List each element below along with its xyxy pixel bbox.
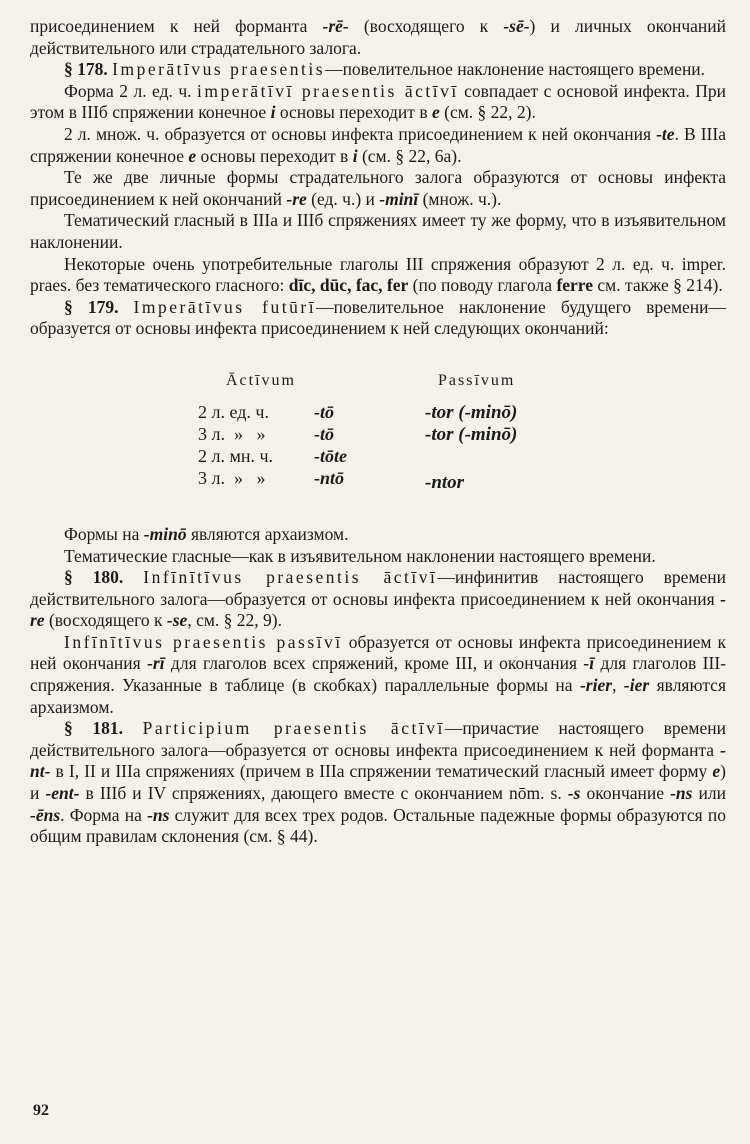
suffix: -nt- xyxy=(30,739,726,782)
endings-table xyxy=(30,362,726,500)
latin-term: Infīnītīvus praesentis passīvī xyxy=(64,631,343,652)
suffix: -ent- xyxy=(45,783,80,804)
active-ending: -tō xyxy=(314,423,334,444)
paragraph xyxy=(30,16,726,59)
text: являются архаизмом. xyxy=(30,675,726,717)
table-row xyxy=(198,468,344,490)
section-180 xyxy=(30,567,726,632)
active-ending: -tō xyxy=(314,401,334,422)
person-label: 2 л. мн. ч. xyxy=(198,445,274,466)
page-number: 92 xyxy=(33,1102,49,1119)
passive-ending: -ntor xyxy=(425,471,465,493)
letter: e xyxy=(188,145,197,166)
page-body xyxy=(30,16,726,848)
person-label: 3 л. » » xyxy=(198,467,266,488)
text: (по поводу глагола xyxy=(408,275,557,296)
section-179 xyxy=(30,297,726,340)
section-number: § 180. xyxy=(64,567,124,588)
header-passive: Passīvum xyxy=(438,371,516,389)
text: —причастие настоящего времени действительного залога—образуется от основы инфекта присоединением к ней форманта xyxy=(30,718,726,760)
paragraph xyxy=(30,254,726,297)
text: Некоторые очень употребительные глаголы III спряжения образуют 2 л. ед. ч. imper. praes. без тематического гласного: xyxy=(30,253,726,296)
text: Тематические гласные—как в изъявительном наклонении настоящего времени. xyxy=(64,545,656,566)
text: образуется от основы инфекта присоединением к ней окончания xyxy=(30,631,726,674)
table-row xyxy=(198,446,347,468)
text: присоединением к ней форманта xyxy=(30,16,323,36)
paragraph xyxy=(30,546,726,568)
text: —повелительное наклонение настоящего времени. xyxy=(325,59,706,80)
text: 2 л. множ. ч. образуется от основы инфекта присоединением к ней окончания xyxy=(64,123,657,144)
text: Те же две личные формы страдательного залога образуются от основы инфекта присоединением к ней окончаний xyxy=(30,167,726,209)
text: (см. § 22, 2). xyxy=(439,102,536,123)
text: служит для всех трех родов. Остальные падежные формы образуются по общим правилам склонения (см. § 44). xyxy=(30,804,727,847)
text: (множ. ч.). xyxy=(418,188,502,209)
person-label: 3 л. » » xyxy=(198,423,266,444)
text: Тематический гласный в IIIа и IIIб спряжениях имеет ту же форму, что в изъявительном наклонении. xyxy=(30,210,726,252)
header-active: Āctīvum xyxy=(226,371,296,389)
suffix: -re xyxy=(286,188,307,209)
latin-term: Imperātīvus praesentis xyxy=(112,59,326,80)
active-ending: -ntō xyxy=(314,467,345,488)
text: , см. § 22, 9). xyxy=(187,610,282,631)
verb-forms: dīc, dūc, fac, fer xyxy=(288,275,409,296)
latin-term: imperātīvī praesentis āctīvī xyxy=(196,80,459,101)
text: совпадает с основой инфекта. При этом в IIIб спряжении конечное xyxy=(30,80,726,123)
text: окончание xyxy=(580,783,671,804)
passive-ending: -tor (-minō) xyxy=(425,401,518,423)
text: Форма 2 л. ед. ч. xyxy=(64,80,197,101)
suffix: -ēns xyxy=(30,804,61,825)
text: —повелительное наклонение будущего времени—образуется от основы инфекта присоединением к ней следующих окончаний: xyxy=(30,296,727,339)
suffix: -sē- xyxy=(503,16,530,36)
paragraph xyxy=(30,81,726,124)
text: для глаголов всех спряжений, кроме III, и окончания xyxy=(164,653,584,674)
letter: e xyxy=(431,102,440,123)
paragraph xyxy=(30,632,726,718)
text: (восходящего к xyxy=(44,610,167,631)
active-ending: -tōte xyxy=(314,445,347,466)
passive-ending: -tor (-minō) xyxy=(425,423,518,445)
text: (ед. ч.) и xyxy=(306,188,380,209)
text: являются архаизмом. xyxy=(186,523,349,544)
text: (восходящего к xyxy=(348,16,504,36)
section-number: § 179. xyxy=(64,296,119,317)
text: . В IIIа спряжении конечное xyxy=(30,123,726,166)
verb-forms: ferre xyxy=(556,275,594,296)
text: основы переходит в xyxy=(275,102,432,123)
suffix: -minī xyxy=(379,188,419,209)
text: (см. § 22, 6а). xyxy=(357,145,462,166)
text: ) и личных окончаний действительного или страдательного залога. xyxy=(30,16,727,58)
text: в IIIб и IV спряжениях, дающего вместе с окончанием nōm. s. xyxy=(79,783,568,804)
section-178 xyxy=(30,59,726,81)
text: ) и xyxy=(30,761,726,804)
suffix: -rier xyxy=(579,675,613,696)
text: или xyxy=(692,783,727,804)
suffix: -ī xyxy=(583,653,595,674)
suffix: -ier xyxy=(623,675,650,696)
paragraph xyxy=(30,167,726,210)
suffix: -minō xyxy=(143,523,187,544)
suffix: -se xyxy=(166,610,188,631)
suffix: -rī xyxy=(147,653,165,674)
text: . Форма на xyxy=(60,804,148,825)
suffix: -te xyxy=(656,123,675,144)
table-row xyxy=(198,424,334,446)
section-number: § 178. xyxy=(64,59,108,80)
latin-term: Infīnītīvus praesentis āctīvī xyxy=(143,567,438,588)
suffix: -ns xyxy=(147,804,170,825)
text: Формы на xyxy=(64,523,144,544)
letter: i xyxy=(270,102,276,123)
latin-term: Imperātīvus futūrī xyxy=(133,296,317,317)
table-row xyxy=(198,402,334,424)
letter: i xyxy=(352,145,358,166)
suffix: -s xyxy=(567,783,581,804)
paragraph xyxy=(30,124,726,167)
text: см. также § 214). xyxy=(593,275,723,296)
suffix: -rē- xyxy=(322,16,349,36)
text: для глаголов III-спряжения. Указанные в таблице (в скобках) параллельные формы на xyxy=(30,653,726,696)
section-number: § 181. xyxy=(64,718,123,739)
latin-term: Participium praesentis āctīvī xyxy=(142,718,445,739)
section-181 xyxy=(30,718,726,848)
text: —инфинитив настоящего времени действительного залога—образуется от основы инфекта присоединением к ней окончания xyxy=(30,567,727,609)
paragraph xyxy=(30,210,726,253)
letter: e xyxy=(712,761,721,782)
paragraph xyxy=(30,524,726,546)
suffix: -re xyxy=(30,588,726,631)
suffix: -ns xyxy=(670,783,693,804)
text: в I, II и IIIа спряжениях (причем в IIIа спряжении тематический гласный имеет форму xyxy=(50,761,713,782)
person-label: 2 л. ед. ч. xyxy=(198,401,269,422)
text: основы переходит в xyxy=(196,145,353,166)
text: , xyxy=(612,675,624,696)
